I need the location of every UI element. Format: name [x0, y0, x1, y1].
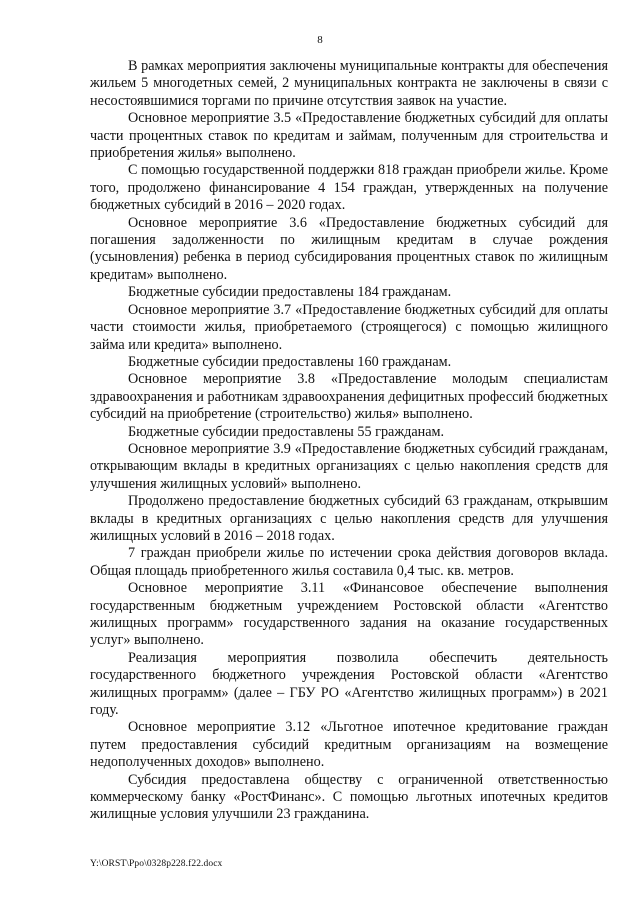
document-body — [90, 58, 608, 824]
paragraph: Бюджетные субсидии предоставлены 160 гражданам. — [128, 353, 452, 370]
paragraph: Основное мероприятие 3.7 «Предоставление бюджетных субсидий для оплаты части стоимости жилья, приобретаемого (строящегося) с помощью жилищного займа или кредита» выполнено. — [90, 301, 608, 353]
paragraph: Основное мероприятие 3.8 «Предоставление молодым специалистам здравоохранения и работникам здравоохранения дефицитных профессий бюджетных субсидий на приобретение (строительство) жилья» выполнено. — [90, 371, 608, 423]
paragraph: Продолжено предоставление бюджетных субсидий 63 гражданам, открывшим вклады в кредитных организациях с целью накопления средств для улучшения жилищных условий в 2016 – 2018 годах. — [90, 493, 608, 544]
paragraph: Бюджетные субсидии предоставлены 184 гражданам. — [128, 284, 452, 301]
paragraph: Основное мероприятие 3.12 «Льготное ипотечное кредитование граждан путем предоставления субсидий кредитным организациям на возмещение недополученных доходов» выполнено. — [90, 719, 608, 771]
paragraph: Основное мероприятие 3.11 «Финансовое обеспечение выполнения государственным бюджетным учреждением Ростовской области «Агентство жилищных программ» государственного задания на оказание государственных услуг» выполнено. — [90, 580, 608, 649]
paragraph: В рамках мероприятия заключены муниципальные контракты для обеспечения жильем 5 многодетных семей, 2 муниципальных контракта не заключены в связи с несостоявшимися торгами по причине отсутствия заявок на участие. — [90, 58, 608, 109]
paragraph: Реализация мероприятия позволила обеспечить деятельность государственного бюджетного учреждения Ростовской области «Агентство жилищных программ» (далее – ГБУ РО «Агентство жилищных программ») в 2021 году. — [90, 649, 608, 719]
paragraph: Бюджетные субсидии предоставлены 55 гражданам. — [128, 423, 445, 440]
paragraph: Основное мероприятие 3.5 «Предоставление бюджетных субсидий для оплаты части процентных ставок по кредитам и займам, полученным для строительства и приобретения жилья» выполнено. — [90, 110, 608, 162]
paragraph: 7 граждан приобрели жилье по истечении срока действия договоров вклада. Общая площадь приобретенного жилья составила 0,4 тыс. кв. метров. — [90, 545, 608, 579]
paragraph: Субсидия предоставлена обществу с ограниченной ответственностью коммерческому банку «РостФинанс». С помощью льготных ипотечных кредитов жилищные условия улучшили 23 гражданина. — [90, 771, 608, 823]
footer-file-path: Y:\ORST\Ppo\0328p228.f22.docx — [90, 859, 223, 869]
paragraph: Основное мероприятие 3.9 «Предоставление бюджетных субсидий гражданам, открывающим вклады в кредитных организациях с целью накопления средств для улучшения жилищных условий» выполнено. — [90, 440, 608, 492]
paragraph: Основное мероприятие 3.6 «Предоставление бюджетных субсидий для погашения задолженности по жилищным кредитам в случае рождения (усыновления) ребенка в период субсидирования процентных ставок по жилищным кредитам» выполнено. — [90, 214, 608, 283]
page-number: 8 — [317, 34, 323, 46]
paragraph: С помощью государственной поддержки 818 граждан приобрели жилье. Кроме того, продолжено финансирование 4 154 граждан, утвержденных на получение бюджетных субсидий в 2016 – 2020 годах. — [90, 162, 608, 214]
